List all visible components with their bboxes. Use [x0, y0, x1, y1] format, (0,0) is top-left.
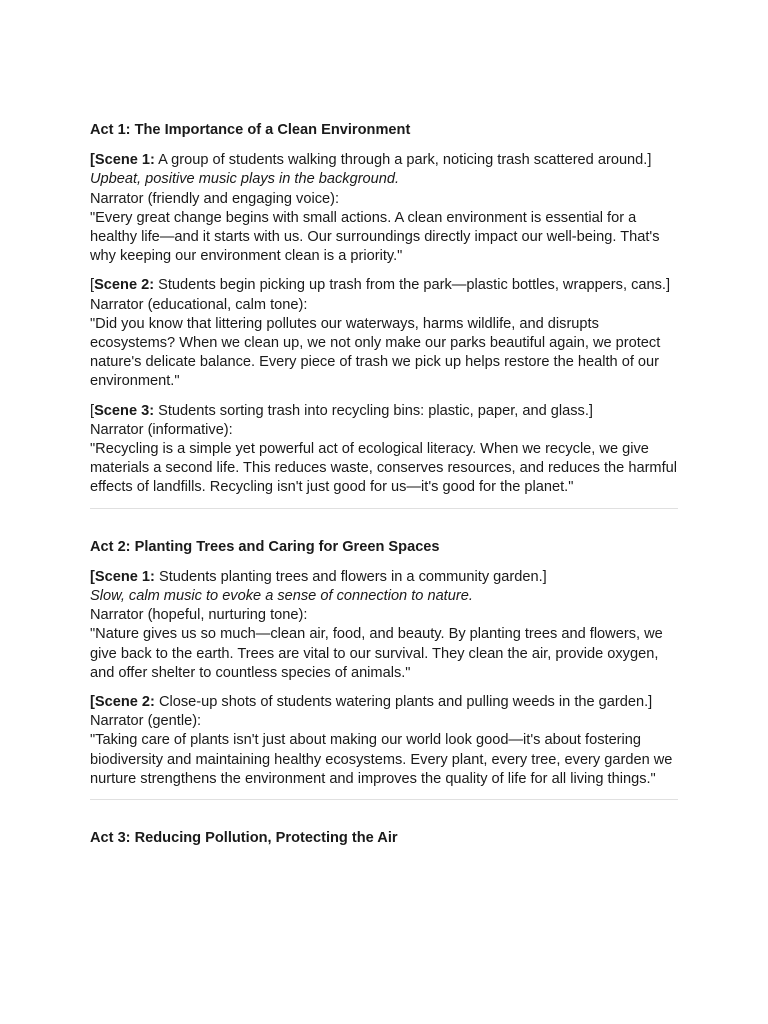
scene-description: Students sorting trash into recycling bins: plastic, paper, and glass.]	[154, 402, 593, 419]
narration-quote: "Every great change begins with small actions. A clean environment is essential for a healthy life—and it starts with us. Our surroundings directly impact our well-being. That's why keeping our environment clean is a priority."	[90, 209, 660, 265]
act-heading: Act 1: The Importance of a Clean Environment	[90, 122, 411, 138]
scene-direction	[90, 151, 678, 170]
act-heading: Act 3: Reducing Pollution, Protecting the Air	[90, 830, 398, 847]
scene-block	[90, 568, 678, 683]
scene-direction	[90, 402, 678, 421]
scene-label: Scene 1:	[94, 152, 155, 169]
scene-direction	[90, 276, 678, 295]
scene-block	[90, 693, 678, 789]
narrator-line: Narrator (hopeful, nurturing tone):	[90, 607, 308, 624]
narrator-line: Narrator (friendly and engaging voice):	[90, 190, 340, 207]
scene-description: Close-up shots of students watering plants and pulling weeds in the garden.]	[154, 694, 653, 711]
scene-description: Students begin picking up trash from the park—plastic bottles, wrappers, cans.]	[154, 277, 670, 294]
scene-open-bracket: [	[90, 568, 95, 585]
act-heading: Act 2: Planting Trees and Caring for Green Spaces	[90, 538, 440, 555]
act-1	[90, 121, 678, 498]
scene-direction	[90, 693, 678, 712]
scene-description: Students planting trees and flowers in a community garden.]	[154, 568, 547, 585]
section-divider	[90, 799, 678, 800]
scene-label: Scene 1:	[94, 568, 155, 585]
scene-block	[90, 402, 678, 498]
narration-quote: "Recycling is a simple yet powerful act of ecological literacy. When we recycle, we give materials a second life. This reduces waste, conserves resources, and reduces the harmful effects of landfills. Recycling isn't just good for us—it's good for the planet."	[90, 441, 678, 496]
narrator-line: Narrator (gentle):	[90, 713, 202, 730]
narrator-line: Narrator (educational, calm tone):	[90, 296, 308, 313]
scene-label: Scene 3:	[94, 402, 155, 419]
narration-quote: "Did you know that littering pollutes our waterways, harms wildlife, and disrupts ecosystems? When we clean up, we not only make our parks beautiful again, we protect nature's delicate balance. Every piece of trash we pick up helps restore the health of our environment."	[90, 315, 661, 390]
scene-label: Scene 2:	[94, 277, 155, 294]
act-2	[90, 538, 678, 789]
document-page	[90, 121, 678, 859]
music-cue: Upbeat, positive music plays in the background.	[90, 171, 400, 188]
narration-quote: "Taking care of plants isn't just about making our world look good—it's about fostering biodiversity and maintaining healthy ecosystems. Every plant, every tree, every garden we nurture strengthens the environment and improves the quality of life for all living things."	[90, 732, 673, 787]
scene-block	[90, 151, 678, 266]
narrator-line: Narrator (informative):	[90, 421, 233, 438]
scene-label: Scene 2:	[94, 694, 155, 711]
scene-direction	[90, 568, 678, 587]
scene-description: A group of students walking through a park, noticing trash scattered around.]	[154, 152, 652, 169]
music-cue: Slow, calm music to evoke a sense of connection to nature.	[90, 588, 473, 605]
scene-open-bracket: [	[90, 152, 95, 169]
scene-open-bracket: [	[90, 402, 95, 419]
scene-open-bracket: [	[90, 277, 95, 294]
scene-block	[90, 276, 678, 391]
act-3	[90, 829, 678, 848]
narration-quote: "Nature gives us so much—clean air, food, and beauty. By planting trees and flowers, we give back to the earth. Trees are vital to our survival. They clean the air, provide oxygen, and offer shelter to countless species of animals."	[90, 626, 663, 681]
scene-open-bracket: [	[90, 694, 95, 711]
section-divider	[90, 508, 678, 509]
